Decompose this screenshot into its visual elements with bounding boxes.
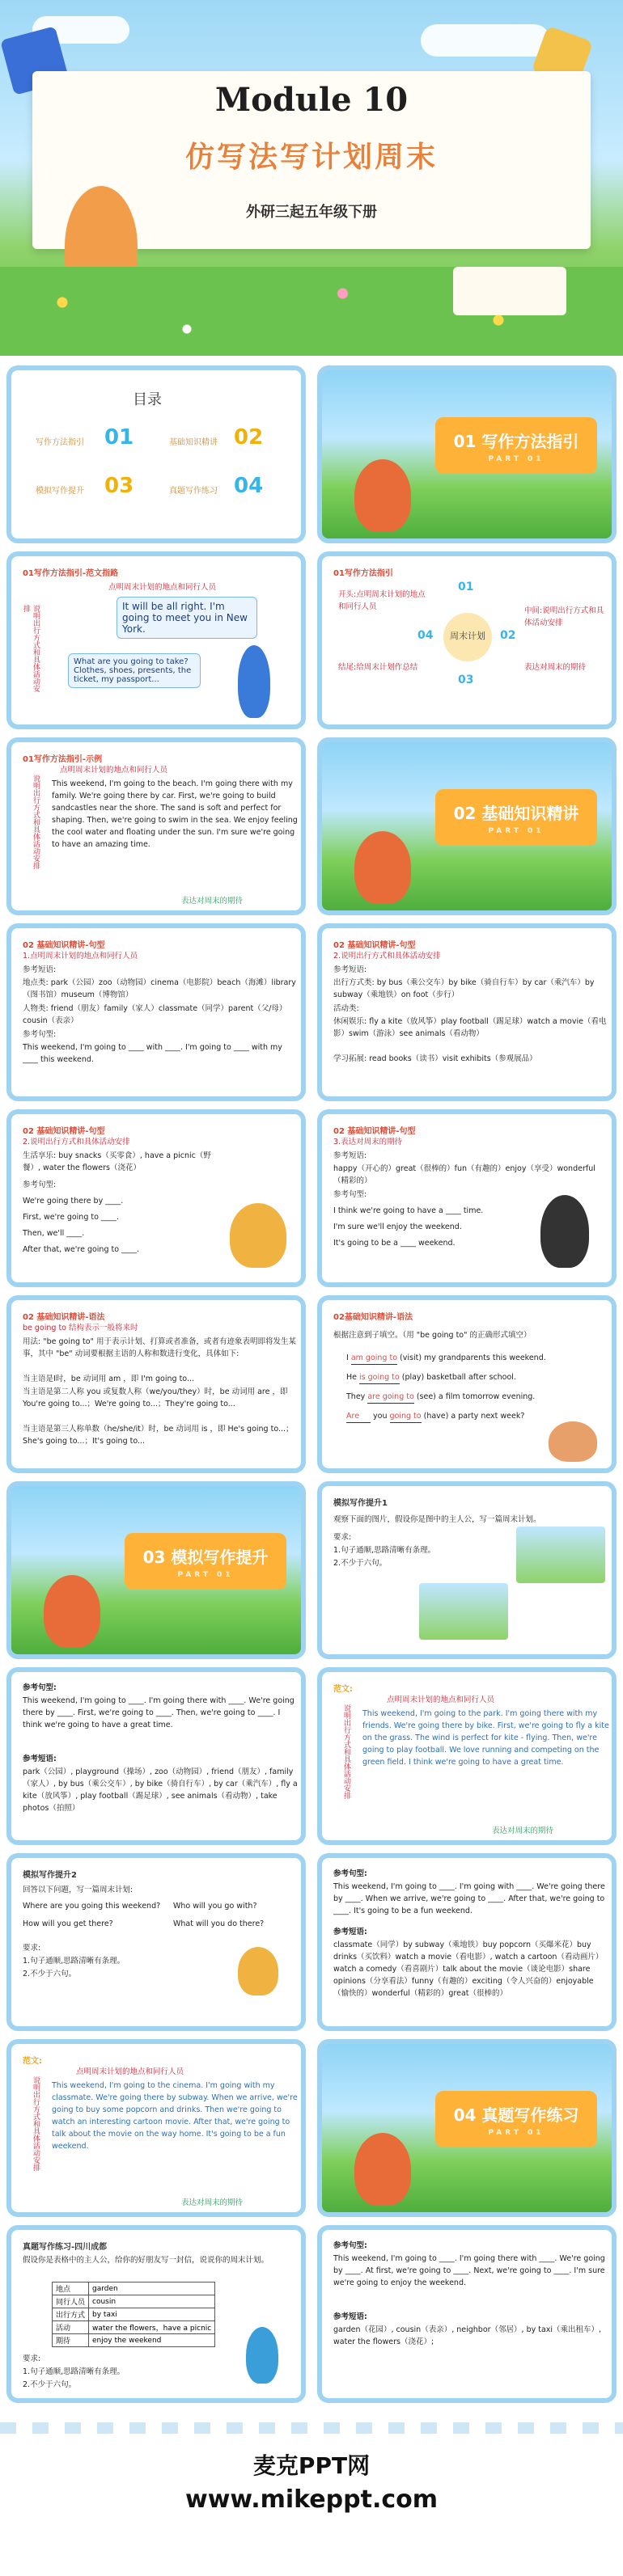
footer-divider xyxy=(0,2422,623,2434)
slide-subtitle: 3.表达对周末的期待 xyxy=(333,1138,403,1147)
model-essay-slide-1 xyxy=(317,1667,617,1845)
exercise-line xyxy=(346,1352,605,1365)
toc-item-number: 04 xyxy=(234,474,264,498)
section-part: PART 01 xyxy=(488,826,545,835)
kite-picture xyxy=(419,1583,508,1640)
text-line: 参考句型: xyxy=(23,1030,57,1039)
toc-item-label[interactable]: 模拟写作提升 xyxy=(36,487,84,496)
reference-sentences: This weekend, I'm going to ____. I'm going there with ____. We're going there by ____. First, we're going to ____. Then, we're going to ____. I think we're going to have a great time. xyxy=(23,1696,295,1729)
section-head: 参考句型: xyxy=(333,1869,367,1878)
text-line: 生活享乐: buy snacks（买零食）, have a picnic（野餐）, water the flowers（浇花） xyxy=(23,1151,211,1172)
text-line: 当主语是第三人称单数（he/she/it）时，be 动词用 is ，即 He's going to...；She's going to...；It's going to... xyxy=(23,1425,294,1446)
end-annotation: 表达对周末的期待 xyxy=(492,1826,554,1835)
table-row xyxy=(53,2334,215,2347)
center-label: 周末计划 xyxy=(450,631,485,641)
section-title-box xyxy=(435,2091,597,2147)
slide-tag: 02 基础知识精讲-语法 xyxy=(23,1313,105,1322)
section-title: 02 基础知识精讲 xyxy=(453,803,579,823)
section-head: 参考短语: xyxy=(23,1755,57,1763)
section-head: 参考短语: xyxy=(333,2312,367,2321)
requirement-line: 1.句子通顺,思路清晰有条理。 xyxy=(333,1546,436,1555)
toc-item-number: 02 xyxy=(234,425,264,450)
reference-phrases: park（公园）, playground（操场）, zoo（动物园）, friend（朋友）, family（家人）, by bus（乘公交车）, by bike（骑自行车）, by car（乘汽车）, fly a kite（放风筝）, play football（踢足球）, see animals（看动物）, take photos（拍照） xyxy=(23,1767,298,1813)
slide-tag: 02基础知识精讲-语法 xyxy=(333,1313,413,1322)
knowledge-slide-d xyxy=(317,1109,617,1287)
end-note: 结尾:给周末计划作总结 xyxy=(338,663,418,672)
toc-item-label[interactable]: 基础知识精讲 xyxy=(169,438,218,447)
requirement-line: 要求: xyxy=(23,1944,41,1953)
exercise-line xyxy=(346,1391,605,1404)
answer: is going to xyxy=(359,1371,400,1384)
cycle-number: 01 xyxy=(458,581,474,593)
section-title: 03 模拟写作提升 xyxy=(142,1547,269,1567)
prompt-text: 回答以下问题，写一篇周末计划: xyxy=(23,1886,134,1894)
end-annotation: 表达对周末的期待 xyxy=(181,897,244,906)
table-row xyxy=(53,2321,215,2334)
text-line: 参考短语: xyxy=(23,965,57,974)
end-annotation: 表达对周末的期待 xyxy=(181,2198,244,2207)
slide-tag: 01写作方法指引-示例 xyxy=(23,755,103,764)
module-title: Module 10 xyxy=(214,81,409,119)
cycle-number: 02 xyxy=(500,629,516,642)
text-line: 参考句型: xyxy=(23,1180,57,1189)
section-part: PART 01 xyxy=(177,1570,234,1579)
answer: am going to xyxy=(351,1352,397,1365)
exam-slide xyxy=(6,2225,306,2403)
text-line: I think we're going to have a ____ time. xyxy=(333,1206,484,1215)
exercise-instruction: 根据注意到子填空。（用 "be going to" 的正确形式填空） xyxy=(333,1331,532,1340)
teacher-illustration xyxy=(238,645,270,718)
section-head: 参考句型: xyxy=(23,1683,57,1692)
table-cell: cousin xyxy=(89,2295,215,2308)
table-cell: 地点 xyxy=(53,2283,89,2295)
text-line: 参考短语: xyxy=(333,1151,367,1160)
text-part: (have) a party next week? xyxy=(421,1412,525,1421)
middle-note: 中间:说明出行方式和具体活动安排 xyxy=(524,606,604,627)
slide-tag: 模拟写作提升1 xyxy=(333,1499,388,1508)
model-essay-slide-2 xyxy=(6,2039,306,2217)
text-part: He xyxy=(346,1373,360,1382)
text-part: (see) a film tomorrow evening. xyxy=(413,1392,536,1401)
section-part: PART 01 xyxy=(488,2128,545,2137)
footer xyxy=(0,2422,623,2576)
table-cell: 期待 xyxy=(53,2334,89,2347)
text-line: 当主语是第二人称 you 或复数人称（we/you/they）时，be 动词用 are ，即 You're going to...；We're going to...；They're going to... xyxy=(23,1387,288,1408)
reference-slide-1 xyxy=(6,1667,306,1845)
text-line: This weekend, I'm going to ____ with ____. I'm going to ____ with my ____ this weekend. xyxy=(23,1043,282,1064)
prompt-text: 假设你是表格中的主人公，给你的好朋友写一封信，说说你的周末计划。 xyxy=(23,2256,269,2265)
toc-item-label[interactable]: 真题写作练习 xyxy=(169,487,218,496)
open-book-icon xyxy=(453,267,566,315)
cloud-decoration xyxy=(421,24,550,57)
text-line: 用法: "be going to" 用于表示计划、打算或者准备，或者有迹象表明即将发生某事，其中 "be" 动词要根据主语的人称和数进行变化，具体如下: xyxy=(23,1337,296,1358)
method-slide-c xyxy=(6,737,306,915)
slide-tag: 模拟写作提升2 xyxy=(23,1871,77,1880)
footer-url[interactable]: www.mikeppt.com xyxy=(185,2485,438,2514)
table-cell: enjoy the weekend xyxy=(89,2334,215,2347)
annotation: 点明周末计划的地点和同行人员 xyxy=(76,2067,184,2076)
section-title: 04 真题写作练习 xyxy=(453,2105,579,2125)
section-slide-4 xyxy=(317,2039,617,2217)
annotation: 点明周末计划的地点和同行人员 xyxy=(60,766,168,775)
section-title-box xyxy=(435,417,597,474)
knowledge-slide-c xyxy=(6,1109,306,1287)
text-line: First, we're going to ____. xyxy=(23,1213,119,1222)
prompt-text: 观察下面的图片，假设你是图中的主人公，写一篇周末计划。 xyxy=(333,1515,541,1524)
explorer-illustration xyxy=(44,1575,100,1648)
table-cell: 出行方式 xyxy=(53,2308,89,2321)
question: What will you do there? xyxy=(173,1919,265,1928)
text-line: I'm sure we'll enjoy the weekend. xyxy=(333,1223,462,1231)
table-row xyxy=(53,2283,215,2295)
section-part: PART 01 xyxy=(488,454,545,463)
slide-tag: 真题写作练习-四川成都 xyxy=(23,2243,108,2252)
question: Who will you go with? xyxy=(173,1902,257,1911)
slide-tag: 范文: xyxy=(23,2057,42,2066)
opening-note: 开头:点明周末计划的地点和同行人员 xyxy=(338,590,426,611)
text-part: They xyxy=(346,1392,368,1401)
text-line: Then, we'll ____. xyxy=(23,1229,85,1238)
requirement-line: 要求: xyxy=(333,1533,352,1542)
model-essay: This weekend, I'm going to the park. I'm going there with my friends. We're going there by bike. First, we're going to fly a kite on the grass. The wind is perfect for kite - flying. Then, we're going to play football. We love running and competing on the green field. I think we're going to have a great time. xyxy=(362,1709,609,1767)
info-table xyxy=(52,2282,215,2347)
table-cell: water the flowers，have a picnic xyxy=(89,2321,215,2334)
requirement-line: 2.不少于六句。 xyxy=(333,1559,388,1568)
table-row xyxy=(53,2295,215,2308)
slide-subtitle: 2.说明出行方式和具体活动安排 xyxy=(23,1138,130,1147)
toc-heading: 目录 xyxy=(133,391,162,408)
thinking-boy-illustration xyxy=(238,1947,278,1995)
knowledge-slide-a xyxy=(6,923,306,1101)
section-title-box xyxy=(435,789,597,846)
table-cell: by taxi xyxy=(89,2308,215,2321)
text-line: 参考句型: xyxy=(333,1190,367,1199)
cover-slide xyxy=(0,0,623,356)
table-cell: 同行人员 xyxy=(53,2295,89,2308)
knowledge-slide-b xyxy=(317,923,617,1101)
grammar-slide-b xyxy=(317,1295,617,1473)
answer: Are xyxy=(346,1410,371,1423)
reference-sentences: This weekend, I'm going to ____. I'm going with ____. We're going there by ____. When we arrive, we're going to ____. After that, we're going to ____. It's going to be a fun weekend. xyxy=(333,1882,605,1915)
text-part: you xyxy=(371,1412,390,1421)
answer: are going to xyxy=(367,1391,413,1404)
explorer-illustration xyxy=(354,831,411,904)
text-line: 学习拓展: read books（读书）visit exhibits（参观展品） xyxy=(333,1054,537,1063)
toc-item-number: 03 xyxy=(104,474,134,498)
reference-phrases: garden（花园）, cousin（表亲）, neighbor（邻居）, by taxi（乘出租车）, water the flowers（浇花）; xyxy=(333,2325,602,2346)
table-cell: garden xyxy=(89,2283,215,2295)
table-row xyxy=(53,2308,215,2321)
text-part: (visit) my grandparents this weekend. xyxy=(397,1353,546,1362)
slide-subtitle: 1.点明周末计划的地点和同行人员 xyxy=(23,952,138,961)
girl-illustration xyxy=(540,1195,589,1268)
exercise-line xyxy=(346,1410,605,1423)
text-part: I xyxy=(346,1353,351,1362)
side-annotation: 说明出行方式和具体活动安排 xyxy=(32,2076,40,2171)
speech-bubble: It will be all right. I'm going to meet you in New York. xyxy=(117,597,257,639)
section-slide-2 xyxy=(317,737,617,915)
main-title: 仿写法写计划周末 xyxy=(184,141,438,174)
answer: going to xyxy=(390,1410,422,1423)
method-slide-a xyxy=(6,551,306,729)
slide-tag: 01写作方法指引 xyxy=(333,569,393,578)
speech-bubble: What are you going to take? Clothes, shoes, presents, the ticket, my passport... xyxy=(68,653,201,688)
model-essay: This weekend, I'm going to the cinema. I'm going with my classmate. We're going there by subway. When we arrive, we're going to buy some popcorn and drinks. Then we're going to watch an interesting cartoon movie. After that, we're going to talk about the movie on the way home. It's going to be a fun weekend. xyxy=(52,2081,298,2151)
section-title: 01 写作方法指引 xyxy=(453,431,579,451)
slide-tag: 02 基础知识精讲-句型 xyxy=(333,941,416,950)
running-kid-illustration xyxy=(246,2327,278,2384)
section-slide-1 xyxy=(317,365,617,543)
requirement-line: 1.句子通顺,思路清晰有条理。 xyxy=(23,2367,125,2376)
side-annotation: 说明出行方式和具体活动安排 xyxy=(342,1704,350,1799)
section-title-box xyxy=(125,1533,286,1590)
reading-kid-illustration xyxy=(549,1421,597,1462)
explorer-illustration xyxy=(354,2133,411,2206)
requirement-line: 要求: xyxy=(23,2354,41,2363)
sample-essay: This weekend, I'm going to the beach. I'm going there with my family. We're going there by car. First, we're going to build sandcastles near the shore. The sand is soft and perfect for shaping. Then, we're going to swim in the sea. We enjoy feeling the cool water and floating under the sun. I'm sure we're going to have an amazing time. xyxy=(52,779,298,849)
footer-brand: 麦克PPT网 xyxy=(252,2452,371,2479)
slide-tag: 范文: xyxy=(333,1685,353,1694)
reference-slide-3 xyxy=(317,2225,617,2403)
text-part: (play) basketball after school. xyxy=(399,1373,516,1382)
explorer-illustration xyxy=(354,459,411,532)
slide-tag: 02 基础知识精讲-句型 xyxy=(23,941,105,950)
section-head: 参考句型: xyxy=(333,2241,367,2250)
text-line: 当主语是I时，be 动词用 am ，即 I'm going to... xyxy=(23,1375,195,1383)
reading-boy-illustration xyxy=(230,1203,286,1268)
text-line: 地点类: park（公园）zoo（动物园）cinema（电影院）beach（海滩）library（图书馆）museum（博物馆） xyxy=(23,978,296,999)
grammar-slide-a xyxy=(6,1295,306,1473)
toc-slide xyxy=(6,365,306,543)
exercise-line xyxy=(346,1371,605,1384)
side-annotation: 说明出行方式和具体活动安排 xyxy=(22,605,40,692)
text-line: 参考短语: xyxy=(333,965,367,974)
park-picture xyxy=(516,1527,605,1583)
subtitle: 外研三起五年级下册 xyxy=(246,204,377,221)
right-note: 表达对周末的期待 xyxy=(524,663,587,672)
question: Where are you going this weekend? xyxy=(23,1902,161,1911)
method-slide-b xyxy=(317,551,617,729)
cycle-number: 03 xyxy=(458,674,474,686)
text-line: After that, we're going to ____. xyxy=(23,1245,140,1254)
reference-phrases: classmate（同学）by subway（乘地铁）buy popcorn（买爆米花）buy drinks（买饮料）watch a movie（看电影）, watch a cartoon（看动画片）watch a comedy（看喜剧片）talk about the movie（谈论电影）share opinions（分享看法）funny（有趣的）exciting（令人兴奋的）enjoyable（愉快的）wonderful（精彩的）great（很棒的） xyxy=(333,1940,604,1998)
requirement-line: 1.句子通顺,思路清晰有条理。 xyxy=(23,1957,125,1966)
section-slide-3 xyxy=(6,1481,306,1659)
table-cell: 活动 xyxy=(53,2321,89,2334)
side-annotation: 说明出行方式和具体活动安排 xyxy=(32,775,40,869)
toc-item-label[interactable]: 写作方法指引 xyxy=(36,438,84,447)
practice-slide-1 xyxy=(317,1481,617,1659)
reference-slide-2 xyxy=(317,1853,617,2031)
annotation: 点明周末计划的地点和同行人员 xyxy=(108,583,217,592)
text-line: 休闲娱乐: fly a kite（放风筝）play football（踢足球）watch a movie（看电影）swim（游泳）see animals（看动物） xyxy=(333,1017,607,1038)
text-line: 出行方式类: by bus（乘公交车）by bike（骑自行车）by car（乘汽车）by subway（乘地铁）on foot（步行） xyxy=(333,978,595,999)
requirement-line: 2.不少于六句。 xyxy=(23,1970,77,1978)
slide-subtitle: be going to 结构表示一般将来时 xyxy=(23,1324,138,1332)
slide-tag: 01写作方法指引-范文指路 xyxy=(23,569,119,578)
question: How will you get there? xyxy=(23,1919,113,1928)
slide-subtitle: 2.说明出行方式和具体活动安排 xyxy=(333,952,441,961)
toc-item-number: 01 xyxy=(104,425,134,450)
reference-sentences: This weekend, I'm going to ____. I'm going there with ____. We're going by ____. At first, we're going to ____. Next, we're going to ____. I'm sure we're going to enjoy the weekend. xyxy=(333,2254,605,2287)
requirement-line: 2.不少于六句。 xyxy=(23,2380,77,2389)
annotation: 点明周末计划的地点和同行人员 xyxy=(387,1696,495,1704)
text-line: It's going to be a ____ weekend. xyxy=(333,1239,456,1248)
text-line: 人物类: friend（朋友）family（家人）classmate（同学）parent（父/母）cousin（表亲） xyxy=(23,1004,287,1025)
slide-tag: 02 基础知识精讲-句型 xyxy=(23,1127,105,1136)
section-head: 参考短语: xyxy=(333,1928,367,1936)
practice-slide-2 xyxy=(6,1853,306,2031)
slide-tag: 02 基础知识精讲-句型 xyxy=(333,1127,416,1136)
cycle-number: 04 xyxy=(417,629,434,642)
text-line: We're going there by ____. xyxy=(23,1197,124,1206)
text-line: 活动类: xyxy=(333,1004,359,1013)
text-line: happy（开心的）great（很棒的）fun（有趣的）enjoy（享受）wonderful（精彩的） xyxy=(333,1164,595,1185)
